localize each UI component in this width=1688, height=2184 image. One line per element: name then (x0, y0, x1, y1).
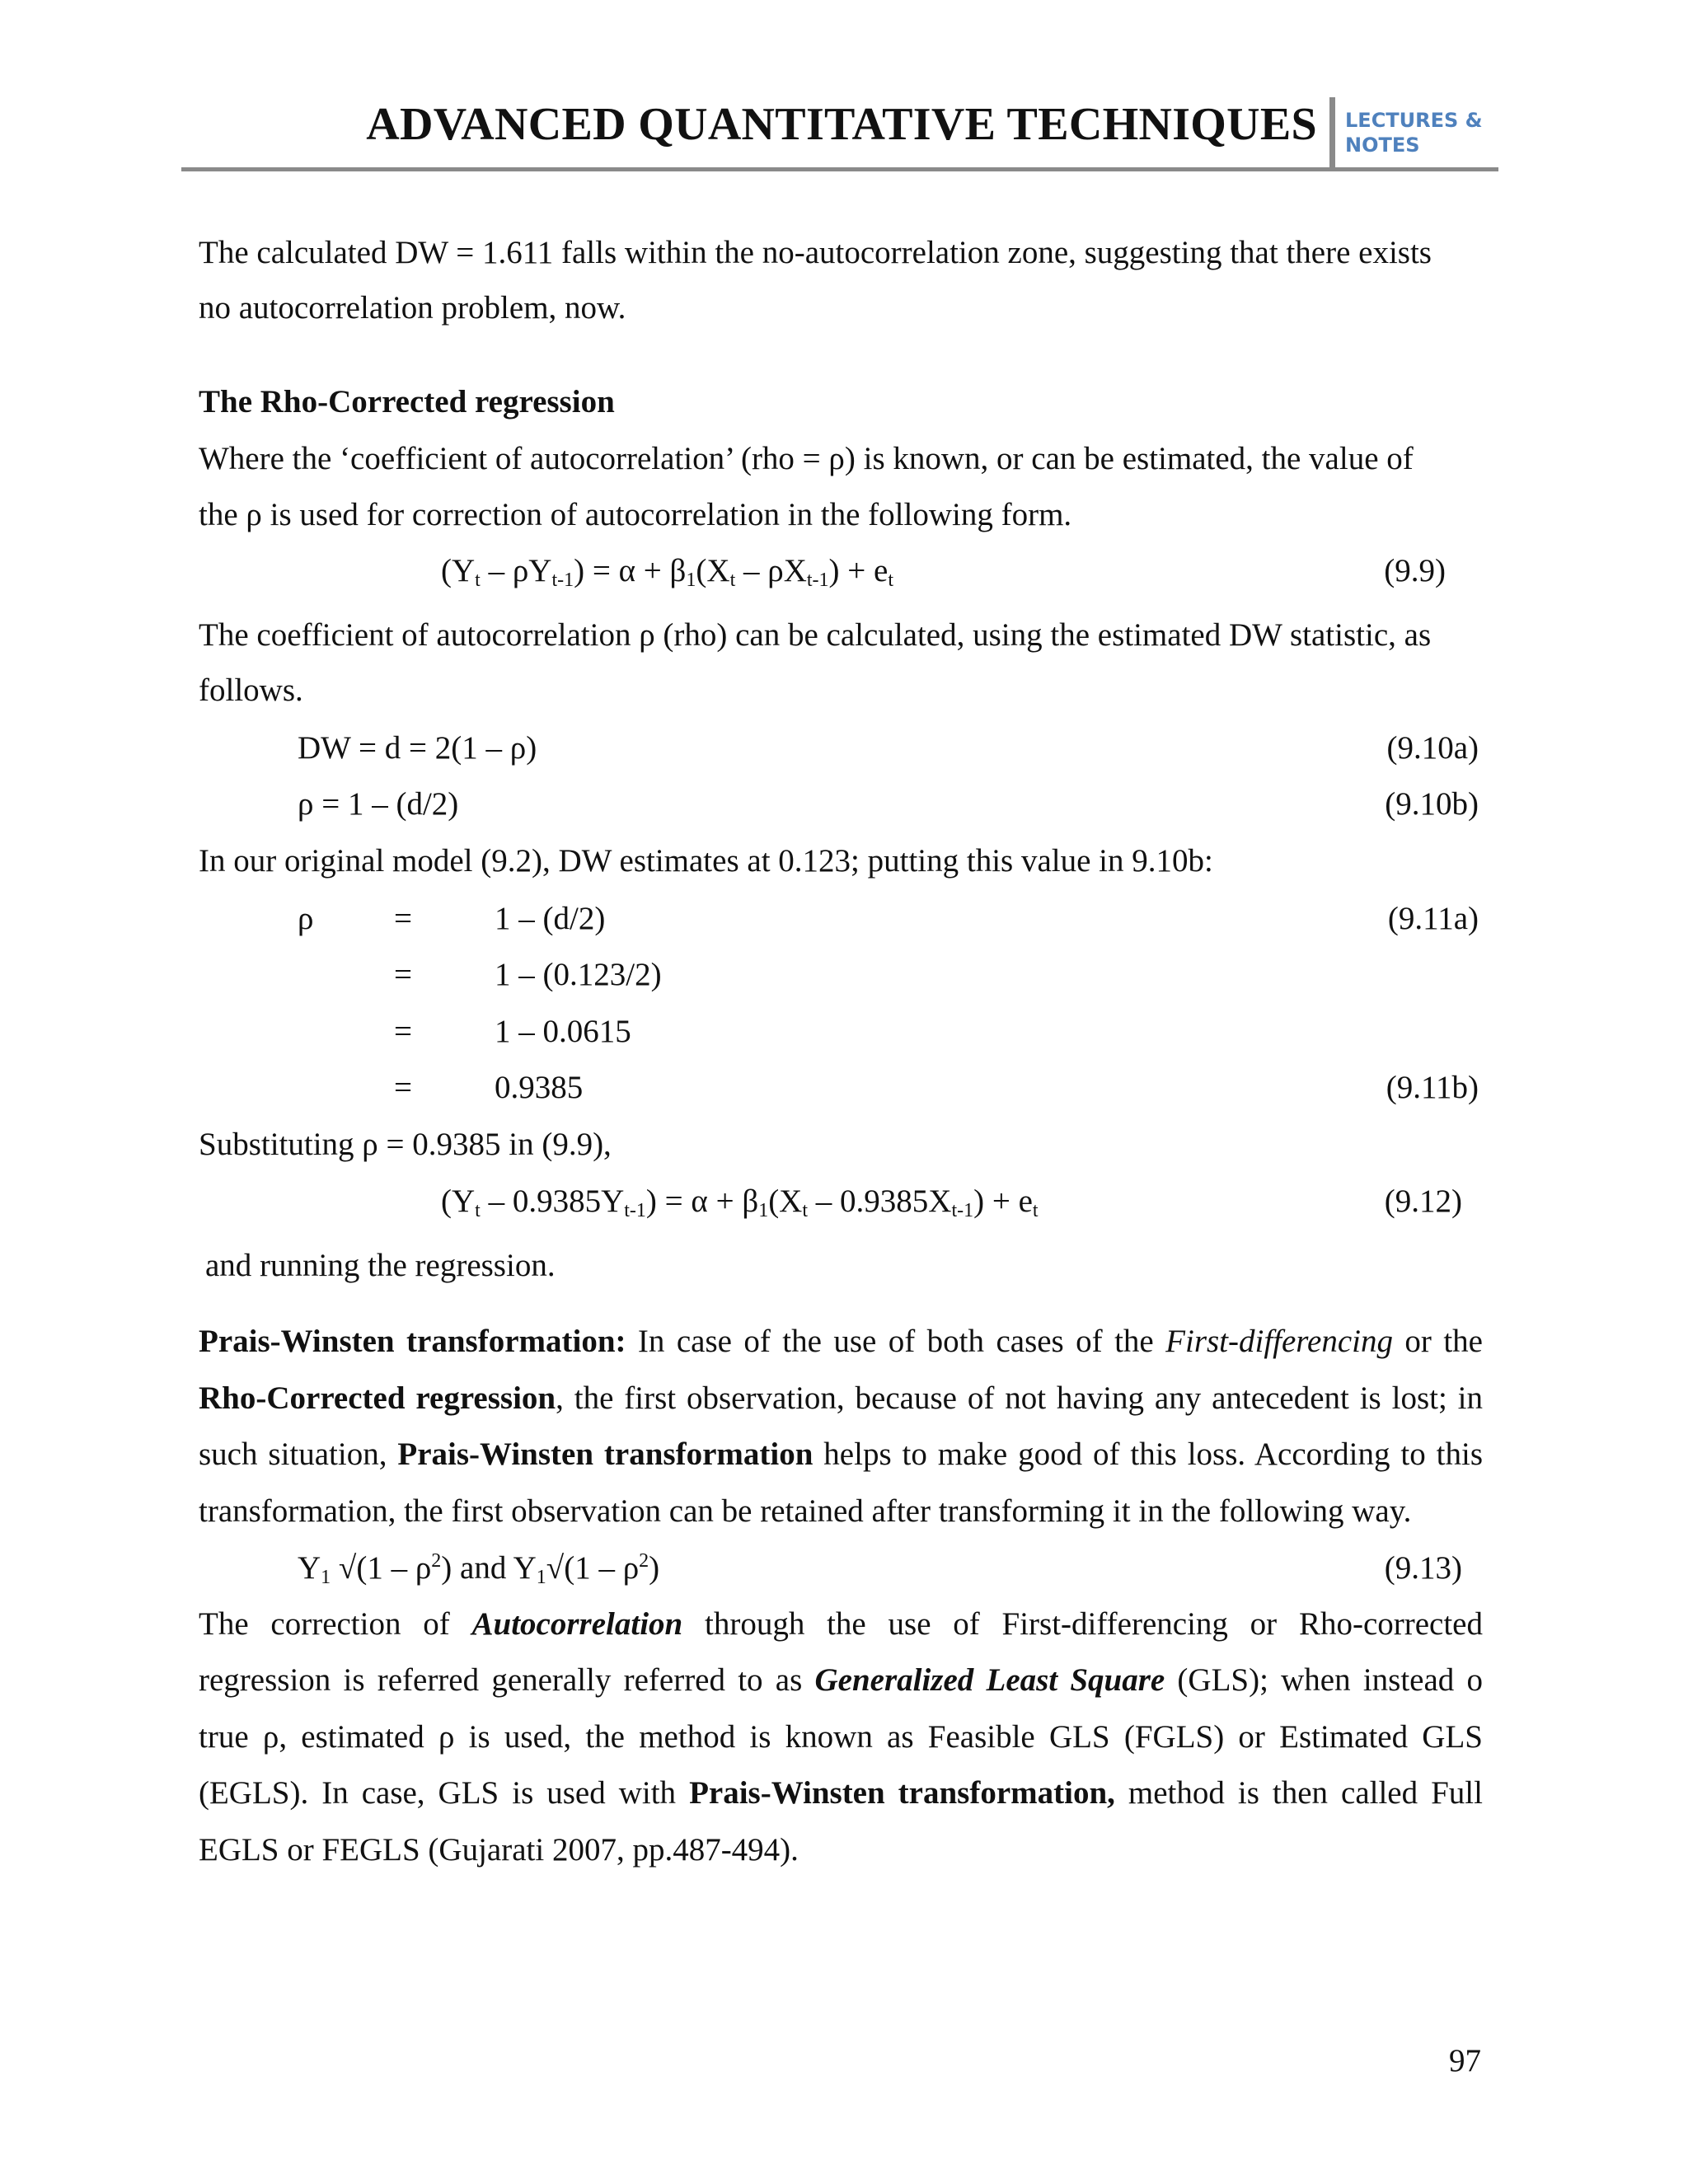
equation-number-9-10a: (9.10a) (1386, 730, 1479, 766)
calc-equals-4: = (394, 1070, 412, 1105)
prais-winsten-line-4: transformation, the first observation can be retained after transforming it in the following way. (199, 1493, 1412, 1529)
calc-step-2: 1 – (0.123/2) (495, 957, 662, 992)
coef-para-line-1: The coefficient of autocorrelation ρ (rho) can be calculated, using the estimated DW statistic, as (199, 617, 1432, 653)
rho-corrected-term: Rho-Corrected regression (199, 1380, 556, 1416)
intro-line-2: no autocorrelation problem, now. (199, 290, 626, 326)
calc-equals-2: = (394, 957, 412, 992)
running-regression-line: and running the regression. (205, 1248, 556, 1283)
section-heading: The Rho-Corrected regression (199, 384, 615, 419)
gls-line-3: true ρ, estimated ρ is used, the method is known as Feasible GLS (FGLS) or Estimated GLS (199, 1719, 1483, 1755)
gls-line-5: EGLS or FEGLS (Gujarati 2007, pp.487-494). (199, 1832, 799, 1868)
intro-line-1: The calculated DW = 1.611 falls within the no-autocorrelation zone, suggesting that there exists (199, 235, 1432, 270)
equation-9-10a: DW = d = 2(1 – ρ) (298, 730, 537, 766)
page-number: 97 (1449, 2043, 1481, 2079)
first-differencing-term: First-differencing (1165, 1324, 1393, 1359)
gls-line-2: regression is referred generally referred to as Generalized Least Square (GLS); when instead o (199, 1662, 1483, 1698)
gls-line-4: (EGLS). In case, GLS is used with Prais-Winsten transformation, method is then called Full (199, 1775, 1483, 1811)
prais-winsten-line-2: Rho-Corrected regression, the first observation, because of not having any antecedent is lost; in (199, 1380, 1483, 1416)
calc-rho-symbol: ρ (298, 901, 314, 936)
calc-step-3: 1 – 0.0615 (495, 1014, 631, 1049)
equation-number-9-11b: (9.11b) (1386, 1070, 1479, 1105)
equation-9-12: $(Y_t - 0.9385Y_{t-1}) = \alpha + \beta_1(X_t - 0.9385X_{t-1}) + e_t$ (441, 1183, 1039, 1221)
header-subtitle-line1: LECTURES & (1345, 109, 1483, 132)
equation-9-13: $Y_1$ $√(1 - \rho^2)$ and $Y_1√(1 - \rho^2)$ (298, 1550, 660, 1588)
header-title: ADVANCED QUANTITATIVE TECHNIQUES (366, 99, 1317, 150)
prais-winsten-term-3: Prais-Winsten transformation, (689, 1775, 1115, 1811)
equation-9-9: $(Y_t - \rho Y_{t-1}) = \alpha + \beta_1(X_t - \rho X_{t-1}) + e_t$ (441, 553, 894, 591)
header-subtitle (1345, 108, 1483, 157)
calc-step-1: 1 – (d/2) (495, 901, 606, 936)
header-divider (1329, 97, 1335, 168)
coef-para-line-2: follows. (199, 673, 303, 708)
substitution-line: Substituting ρ = 0.9385 in (9.9), (199, 1127, 612, 1162)
equation-number-9-9: (9.9) (1384, 553, 1446, 588)
calc-step-4: 0.9385 (495, 1070, 584, 1105)
prais-winsten-line-3: such situation, Prais-Winsten transformation helps to make good of this loss. According to this (199, 1436, 1483, 1472)
header-subtitle-line2: NOTES (1345, 134, 1420, 157)
prais-winsten-term-2: Prais-Winsten transformation (397, 1436, 814, 1472)
prais-winsten-line-1: Prais-Winsten transformation: In case of the use of both cases of the First-differencing or the (199, 1324, 1483, 1359)
equation-number-9-11a: (9.11a) (1387, 901, 1479, 936)
equation-number-9-13: (9.13) (1384, 1550, 1462, 1586)
autocorrelation-term: Autocorrelation (471, 1606, 683, 1642)
gls-line-1: The correction of Autocorrelation through the use of First-differencing or Rho-corrected (199, 1606, 1483, 1642)
calc-equals-1: = (394, 901, 412, 936)
gls-term: Generalized Least Square (814, 1662, 1165, 1698)
equation-number-9-10b: (9.10b) (1385, 786, 1479, 822)
equation-9-10b: ρ = 1 – (d/2) (298, 786, 459, 822)
rho-para-line-2: the ρ is used for correction of autocorrelation in the following form. (199, 497, 1072, 532)
original-model-line: In our original model (9.2), DW estimates at 0.123; putting this value in 9.10b: (199, 843, 1213, 879)
prais-winsten-term: Prais-Winsten transformation: (199, 1324, 626, 1359)
equation-number-9-12: (9.12) (1384, 1183, 1462, 1219)
header-rule (181, 167, 1498, 171)
rho-para-line-1: Where the ‘coefficient of autocorrelation’ (rho = ρ) is known, or can be estimated, the value of (199, 441, 1414, 476)
calc-equals-3: = (394, 1014, 412, 1049)
